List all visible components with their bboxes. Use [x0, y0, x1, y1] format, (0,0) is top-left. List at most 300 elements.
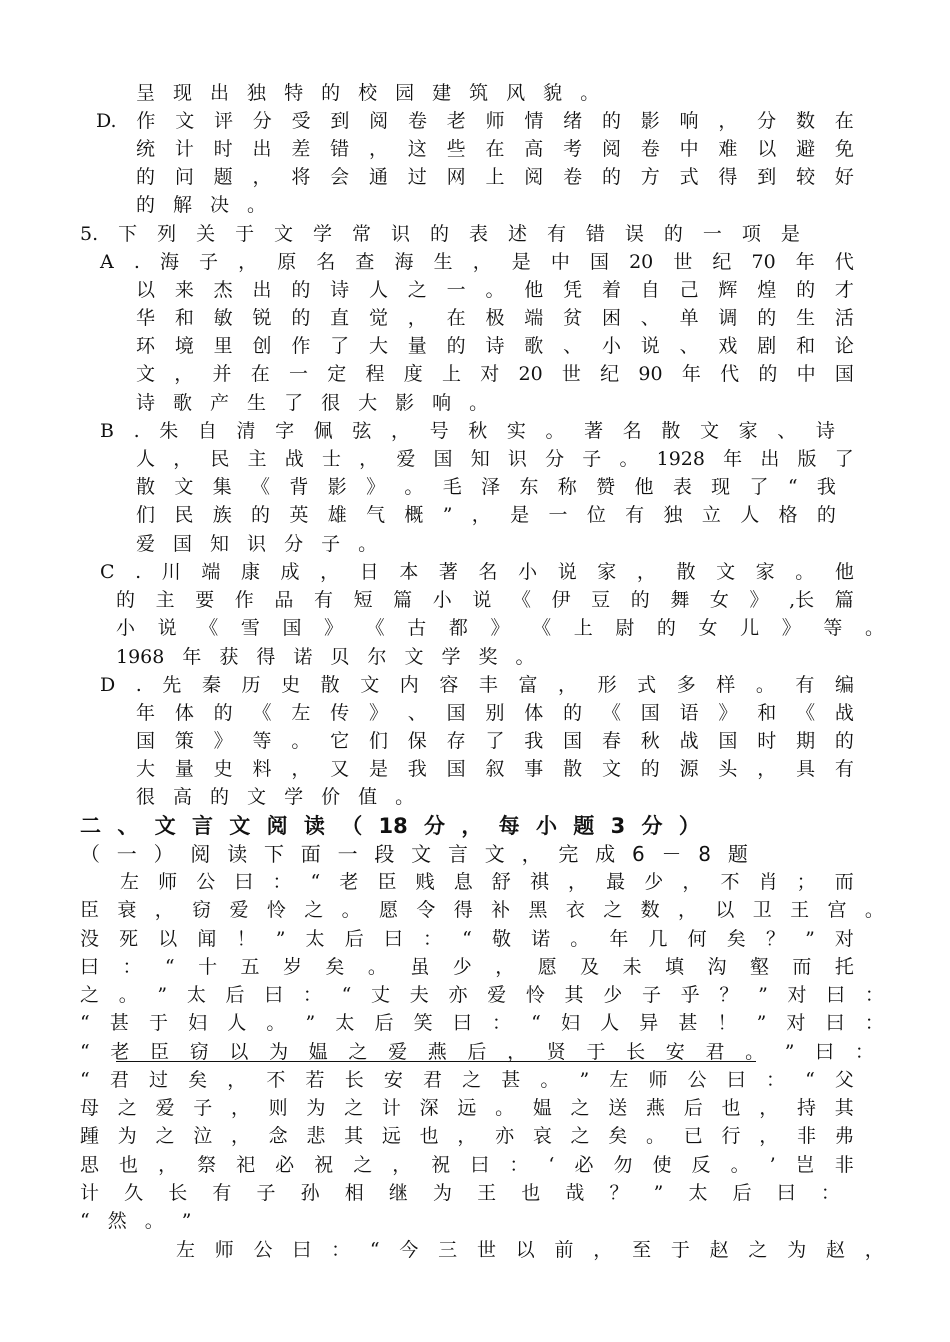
glyph: 》 — [324, 617, 344, 639]
glyph: 定 — [327, 363, 347, 385]
glyph: 具 — [796, 758, 816, 780]
glyph: 。 — [118, 984, 138, 1006]
glyph: 、 — [117, 814, 139, 838]
glyph: 到 — [330, 110, 350, 132]
passage-line — [80, 952, 854, 982]
glyph: 期 — [796, 730, 816, 752]
glyph: 亦 — [448, 984, 468, 1006]
glyph: 事 — [524, 758, 544, 780]
glyph: 国 — [433, 448, 453, 470]
glyph: 代 — [720, 363, 740, 385]
glyph: 品 — [274, 589, 294, 611]
glyph: 爱 — [155, 1097, 175, 1119]
glyph: 中 — [550, 251, 570, 273]
glyph: 问 — [174, 166, 194, 188]
glyph: 族 — [212, 504, 232, 526]
text-line — [136, 78, 606, 108]
glyph: 的 — [291, 279, 311, 301]
glyph: 等 — [823, 617, 843, 639]
glyph: ？ — [765, 928, 785, 950]
glyph: ： — [864, 1012, 884, 1034]
glyph: 觉 — [368, 307, 388, 329]
glyph: 境 — [174, 335, 194, 357]
glyph: 策 — [174, 730, 194, 752]
passage-line — [80, 1065, 854, 1095]
glyph: 。 — [540, 1069, 560, 1091]
glyph: 头 — [718, 758, 738, 780]
glyph: 于 — [586, 1041, 606, 1063]
glyph: 卷 — [640, 138, 660, 160]
glyph: 死 — [119, 928, 139, 950]
glyph: 国 — [282, 617, 302, 639]
glyph: 高 — [524, 138, 544, 160]
glyph: 年 — [795, 251, 815, 273]
glyph: 文 — [484, 842, 505, 866]
glyph: “ — [80, 1041, 90, 1063]
text-line — [136, 754, 854, 784]
glyph: 散 — [676, 561, 696, 583]
glyph: 今 — [399, 1239, 419, 1261]
glyph: 久 — [124, 1182, 144, 1204]
glyph: 祺 — [529, 871, 549, 893]
glyph: 题 — [727, 842, 748, 866]
glyph: 曰 — [80, 956, 100, 978]
glyph: 名 — [622, 420, 642, 442]
glyph: 、 — [679, 335, 699, 357]
glyph: 必 — [275, 1154, 295, 1176]
glyph: 文 — [136, 363, 156, 385]
glyph: 民 — [174, 504, 194, 526]
glyph: 于 — [148, 1012, 168, 1034]
glyph: 上 — [573, 617, 593, 639]
glyph: 弦 — [352, 420, 372, 442]
glyph: 量 — [407, 335, 427, 357]
glyph: 。 — [469, 392, 489, 414]
glyph: 他 — [834, 561, 854, 583]
glyph: 得 — [453, 899, 473, 921]
text-line — [136, 303, 854, 333]
glyph: 豆 — [591, 589, 611, 611]
glyph: 国 — [173, 533, 193, 555]
glyph: ， — [174, 363, 194, 385]
glyph: 响 — [679, 110, 699, 132]
glyph: 中 — [679, 138, 699, 160]
glyph: 的 — [446, 335, 466, 357]
glyph: 在 — [250, 363, 270, 385]
glyph: 说 — [472, 589, 492, 611]
glyph: 左 — [609, 1069, 629, 1091]
glyph: 于 — [670, 1239, 690, 1261]
glyph: ， — [252, 166, 272, 188]
glyph: 1968 — [116, 646, 165, 668]
glyph: 史 — [213, 758, 233, 780]
glyph: ， — [238, 251, 258, 273]
glyph: 后 — [374, 1012, 394, 1034]
glyph: 说 — [640, 335, 660, 357]
glyph: 贫 — [563, 307, 583, 329]
glyph: 君 — [109, 1069, 129, 1091]
glyph: 人 — [740, 504, 760, 526]
glyph: 少 — [452, 956, 472, 978]
glyph: 岁 — [282, 956, 302, 978]
glyph: 5. — [80, 223, 99, 245]
glyph: 知 — [210, 533, 230, 555]
glyph: 。 — [144, 1210, 164, 1232]
passage-line — [80, 1178, 840, 1208]
glyph: 年 — [681, 363, 701, 385]
glyph: 不 — [266, 1069, 286, 1091]
glyph: 年 — [182, 646, 202, 668]
glyph: 剧 — [757, 335, 777, 357]
glyph: “ — [805, 1069, 815, 1091]
glyph: ， — [390, 420, 410, 442]
glyph: “ — [341, 984, 352, 1006]
glyph: 之 — [570, 1097, 590, 1119]
glyph: ， — [636, 561, 656, 583]
glyph: 。 — [485, 279, 505, 301]
glyph: 说 — [157, 617, 177, 639]
glyph: 下 — [118, 223, 138, 245]
glyph: 学 — [441, 646, 461, 668]
glyph: 列 — [157, 223, 177, 245]
glyph: 曰 — [826, 984, 846, 1006]
glyph: 时 — [213, 138, 233, 160]
glyph: 大 — [136, 758, 156, 780]
glyph: 诗 — [815, 420, 835, 442]
glyph: 识 — [247, 533, 267, 555]
glyph: 至 — [632, 1239, 652, 1261]
glyph: 秦 — [201, 674, 221, 696]
glyph: 三 — [438, 1239, 458, 1261]
glyph: 凭 — [563, 279, 583, 301]
glyph: 散 — [661, 420, 681, 442]
glyph: 言 — [191, 814, 213, 838]
glyph: ， — [392, 1154, 412, 1176]
glyph: 《 — [199, 617, 219, 639]
glyph: 公 — [196, 871, 216, 893]
glyph: 曰 — [470, 1154, 490, 1176]
glyph: 深 — [419, 1097, 439, 1119]
glyph: 前 — [554, 1239, 574, 1261]
glyph: 也 — [119, 1154, 139, 1176]
glyph: 多 — [676, 674, 696, 696]
glyph: 解 — [173, 194, 193, 216]
glyph: 文 — [174, 476, 194, 498]
text-line — [136, 134, 854, 164]
glyph: 人 — [136, 448, 156, 470]
glyph: 愿 — [537, 956, 557, 978]
glyph: 笑 — [413, 1012, 433, 1034]
glyph: 何 — [687, 928, 707, 950]
glyph: 散 — [320, 674, 340, 696]
glyph: 文 — [404, 646, 424, 668]
glyph: 学 — [284, 786, 304, 808]
glyph: 安 — [383, 1069, 403, 1091]
glyph: 祝 — [314, 1154, 334, 1176]
glyph: ： — [302, 984, 322, 1006]
glyph: 读 — [303, 814, 325, 838]
glyph: 黑 — [528, 899, 548, 921]
glyph: 出 — [252, 279, 272, 301]
glyph: 远 — [457, 1097, 477, 1119]
glyph: 短 — [353, 589, 373, 611]
glyph: 文 — [175, 110, 195, 132]
glyph: 卷 — [407, 110, 427, 132]
glyph: 虽 — [410, 956, 430, 978]
glyph: 中 — [796, 363, 816, 385]
glyph: 宫 — [827, 899, 847, 921]
glyph: 一 — [548, 504, 568, 526]
glyph: 和 — [757, 702, 777, 724]
glyph: 非 — [834, 1154, 854, 1176]
glyph: 一 — [337, 842, 358, 866]
glyph: 哀 — [532, 1125, 552, 1147]
glyph: ， — [718, 110, 738, 132]
glyph: 作 — [234, 589, 254, 611]
glyph: 校 — [358, 82, 378, 104]
glyph: 们 — [136, 504, 156, 526]
glyph: 君 — [422, 1069, 442, 1091]
glyph: 师 — [214, 1239, 234, 1261]
glyph: 特 — [284, 82, 304, 104]
glyph: 是 — [510, 504, 530, 526]
glyph: 体 — [524, 702, 544, 724]
glyph: . — [133, 420, 140, 442]
glyph: 后 — [467, 1041, 487, 1063]
glyph: 程 — [365, 363, 385, 385]
glyph: 自 — [197, 420, 217, 442]
glyph: 以 — [515, 1239, 535, 1261]
glyph: 若 — [305, 1069, 325, 1091]
text-line — [136, 529, 376, 559]
glyph: 一 — [446, 279, 466, 301]
glyph: （ — [341, 814, 363, 838]
glyph: 的 — [213, 702, 233, 724]
glyph: 矣 — [608, 1125, 628, 1147]
glyph: 避 — [796, 138, 816, 160]
glyph: 错 — [330, 138, 350, 160]
glyph: 我 — [407, 758, 427, 780]
glyph: 会 — [330, 166, 350, 188]
glyph: 五 — [240, 956, 260, 978]
glyph: 诗 — [485, 335, 505, 357]
glyph: 很 — [136, 786, 156, 808]
glyph: 战 — [834, 702, 854, 724]
glyph: 甚 — [678, 1012, 698, 1034]
glyph: 非 — [796, 1125, 816, 1147]
glyph: 好 — [834, 166, 854, 188]
glyph: 都 — [448, 617, 468, 639]
glyph: 补 — [491, 899, 511, 921]
glyph: 夫 — [409, 984, 429, 1006]
passage-line — [176, 1235, 884, 1265]
glyph: 长 — [626, 1041, 646, 1063]
glyph: 分 — [284, 533, 304, 555]
underline-mark — [116, 1061, 756, 1062]
glyph: 他 — [634, 476, 654, 498]
glyph: 之 — [344, 1097, 364, 1119]
glyph: 壑 — [749, 956, 769, 978]
glyph: 计 — [80, 1182, 100, 1204]
glyph: 自 — [640, 279, 660, 301]
glyph: ” — [305, 1012, 316, 1034]
glyph: 之 — [353, 1154, 373, 1176]
option-d-line — [100, 670, 854, 700]
glyph: 。 — [341, 899, 361, 921]
glyph: 左 — [120, 871, 140, 893]
glyph: 数 — [640, 899, 660, 921]
glyph: 弗 — [834, 1125, 854, 1147]
glyph: 一 — [289, 363, 309, 385]
glyph: ， — [678, 899, 698, 921]
glyph: 小 — [535, 814, 557, 838]
glyph: 家 — [755, 561, 775, 583]
glyph: 祝 — [431, 1154, 451, 1176]
glyph: 矣 — [726, 928, 746, 950]
glyph: 。 — [795, 561, 815, 583]
glyph: 生 — [433, 251, 453, 273]
glyph: 日 — [359, 561, 379, 583]
glyph: 并 — [212, 363, 232, 385]
glyph: 来 — [174, 279, 194, 301]
glyph: 窃 — [192, 899, 212, 921]
glyph: 立 — [701, 504, 721, 526]
glyph: 语 — [679, 702, 699, 724]
glyph: 赞 — [596, 476, 616, 498]
glyph: 子 — [321, 533, 341, 555]
glyph: 著 — [438, 561, 458, 583]
glyph: 》 — [490, 617, 510, 639]
glyph: 世 — [476, 1239, 496, 1261]
glyph: 之 — [462, 1069, 482, 1091]
glyph: 响 — [432, 392, 452, 414]
glyph: 里 — [213, 335, 233, 357]
glyph: 之 — [407, 279, 427, 301]
glyph: 6 — [631, 842, 645, 866]
glyph: ， — [158, 1154, 178, 1176]
glyph: 度 — [403, 363, 423, 385]
glyph: 知 — [470, 448, 490, 470]
glyph: 的 — [601, 110, 621, 132]
glyph: 母 — [80, 1097, 100, 1119]
glyph: 在 — [834, 110, 854, 132]
glyph: 左 — [176, 1239, 196, 1261]
passage-line — [80, 1037, 874, 1067]
glyph: 太 — [305, 928, 325, 950]
glyph: 师 — [158, 871, 178, 893]
option-a-line — [100, 247, 854, 277]
glyph: 调 — [718, 307, 738, 329]
glyph: 不 — [720, 871, 740, 893]
glyph: 直 — [330, 307, 350, 329]
glyph: 的 — [656, 617, 676, 639]
glyph: ， — [521, 842, 542, 866]
glyph: 战 — [284, 448, 304, 470]
glyph: 诗 — [330, 279, 350, 301]
glyph: 保 — [407, 730, 427, 752]
glyph: 计 — [381, 1097, 401, 1119]
glyph: 曰 — [452, 1012, 472, 1034]
glyph: 后 — [225, 984, 245, 1006]
glyph: 文 — [699, 420, 719, 442]
glyph: 国 — [446, 702, 466, 724]
glyph: 佩 — [313, 420, 333, 442]
glyph: 生 — [247, 392, 267, 414]
glyph: 祭 — [197, 1154, 217, 1176]
glyph: ,长 — [789, 589, 815, 611]
glyph: 读 — [227, 842, 248, 866]
glyph: 题 — [573, 814, 595, 838]
glyph: 国 — [563, 730, 583, 752]
glyph: 的 — [630, 589, 650, 611]
glyph: 散 — [136, 476, 156, 498]
glyph: 诗 — [136, 392, 156, 414]
glyph: 爱 — [136, 533, 156, 555]
glyph: ， — [759, 1125, 779, 1147]
glyph: 的 — [601, 166, 621, 188]
glyph: 了 — [284, 392, 304, 414]
glyph: 子 — [582, 448, 602, 470]
passage-line — [80, 1206, 220, 1236]
glyph: 错 — [585, 223, 605, 245]
glyph: 贝 — [330, 646, 350, 668]
glyph: 爱 — [396, 448, 416, 470]
glyph: 实 — [506, 420, 526, 442]
glyph: 其 — [834, 1097, 854, 1119]
glyph: 下 — [263, 842, 284, 866]
glyph: 清 — [236, 420, 256, 442]
glyph: ， — [368, 138, 388, 160]
glyph: ， — [407, 307, 427, 329]
glyph: 一 — [702, 223, 722, 245]
glyph: 决 — [210, 194, 230, 216]
glyph: 诺 — [293, 646, 313, 668]
glyph: 之 — [155, 1125, 175, 1147]
glyph: 误 — [624, 223, 644, 245]
glyph: 影 — [640, 110, 660, 132]
glyph: 有 — [212, 1182, 232, 1204]
text-line — [136, 726, 854, 756]
glyph: ， — [359, 448, 379, 470]
glyph: 《 — [252, 702, 272, 724]
glyph: 量 — [174, 758, 194, 780]
glyph: 也 — [521, 1182, 541, 1204]
glyph: 太 — [186, 984, 206, 1006]
glyph: 公 — [253, 1239, 273, 1261]
glyph: 人 — [227, 1012, 247, 1034]
glyph: 以 — [757, 138, 777, 160]
glyph: 息 — [453, 871, 473, 893]
glyph: 值 — [358, 786, 378, 808]
text-line — [136, 698, 854, 728]
glyph: ” — [653, 1182, 664, 1204]
glyph: 》 — [366, 476, 386, 498]
glyph: 。 — [864, 617, 884, 639]
glyph: 窃 — [189, 1041, 209, 1063]
glyph: 父 — [834, 1069, 854, 1091]
glyph: 媪 — [532, 1097, 552, 1119]
glyph: 是 — [511, 251, 531, 273]
glyph: 对 — [787, 984, 807, 1006]
glyph: 独 — [663, 504, 683, 526]
glyph: 之 — [80, 984, 100, 1006]
glyph: 人 — [600, 1012, 620, 1034]
glyph: 为 — [117, 1125, 137, 1147]
glyph: 秋 — [468, 420, 488, 442]
glyph: 表 — [672, 476, 692, 498]
glyph: 过 — [148, 1069, 168, 1091]
glyph: 》 — [749, 589, 769, 611]
